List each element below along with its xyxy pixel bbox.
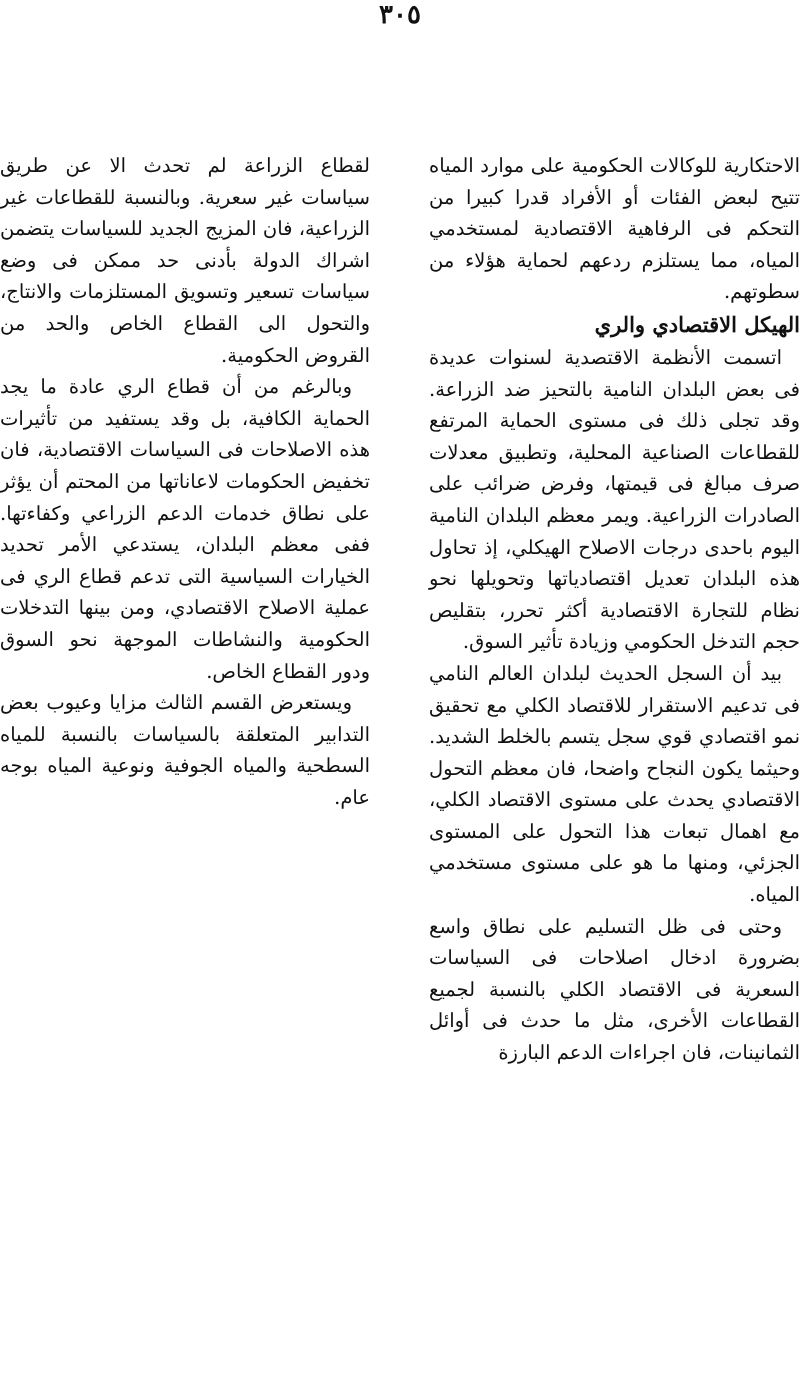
page-number: ٣٠٥ <box>379 0 421 30</box>
paragraph: وحتى فى ظل التسليم على نطاق واسع بضرورة ادخال اصلاحات فى السياسات السعرية فى الاقتصاد الكلي بالنسبة لجميع القطاعات الأخرى، مثل ما حدث فى أوائل الثمانينات، فان اجراءات الدعم البارزة <box>429 914 800 1065</box>
right-column <box>429 150 800 1069</box>
paragraph: اتسمت الأنظمة الاقتصدية لسنوات عديدة فى بعض البلدان النامية بالتحيز ضد الزراعة. وقد تجلى ذلك فى مستوى الحماية المرتفع للقطاعات الصناعية المحلية، وتطبيق معدلات صرف مبالغ فى قيمتها، وفرض ضرائب على الصادرات الزراعية. ويمر معظم البلدان النامية اليوم باحدى درجات الاصلاح الهيكلي، إذ تحاول هذه البلدان تعديل اقتصادياتها وتحويلها نحو نظام للتجارة الاقتصادية أكثر تحرر، بتقليص حجم التدخل الحكومي وزيادة تأثير السوق. <box>429 345 800 654</box>
section-heading: الهيكل الاقتصادي والري <box>594 311 800 337</box>
left-column <box>0 150 370 813</box>
paragraph: بيد أن السجل الحديث لبلدان العالم النامي فى تدعيم الاستقرار للاقتصاد الكلي مع تحقيق نمو اقتصادي قوي سجل يتسم بالخلط الشديد. وحيثما يكون النجاح واضحا، فان معظم التحول الاقتصادي يحدث على مستوى الاقتصاد الكلي، مع اهمال تبعات هذا التحول على المستوى الجزئي، ومنها ما هو على مستوى مستخدمي المياه. <box>429 661 800 907</box>
paragraph: وبالرغم من أن قطاع الري عادة ما يجد الحماية الكافية، بل وقد يستفيد من تأثيرات هذه الاصلاحات فى السياسات الاقتصادية، فان تخفيض الحكومات لاعاناتها من المحتم أن يؤثر على نطاق خدمات الدعم الزراعي وكفاءتها. ففى معظم البلدان، يستدعي الأمر تحديد الخيارات السياسية التى تدعم قطاع الري فى عملية الاصلاح الاقتصادي، ومن بينها التدخلات الحكومية والنشاطات الموجهة نحو السوق ودور القطاع الخاص. <box>0 375 370 683</box>
paragraph-continuation: الاحتكارية للوكالات الحكومية على موارد المياه تتيح لبعض الفئات أو الأفراد قدرا كبيرا من التحكم فى الرفاهية الاقتصادية لمستخدمي المياه، مما يستلزم ردعهم لحماية هؤلاء من سطوتهم. <box>429 154 800 304</box>
paragraph: ويستعرض القسم الثالث مزايا وعيوب بعض التدابير المتعلقة بالسياسات بالنسبة للمياه السطحية والمياه الجوفية ونوعية المياه بوجه عام. <box>0 691 370 809</box>
paragraph-continuation: لقطاع الزراعة لم تحدث الا عن طريق سياسات غير سعرية. وبالنسبة للقطاعات غير الزراعية، فان المزيج الجديد للسياسات يتضمن اشراك الدولة بأدنى حد ممكن فى وضع سياسات تسعير وتسويق المستلزمات والانتاج، والتحول الى القطاع الخاص والحد من القروض الحكومية. <box>0 154 370 367</box>
